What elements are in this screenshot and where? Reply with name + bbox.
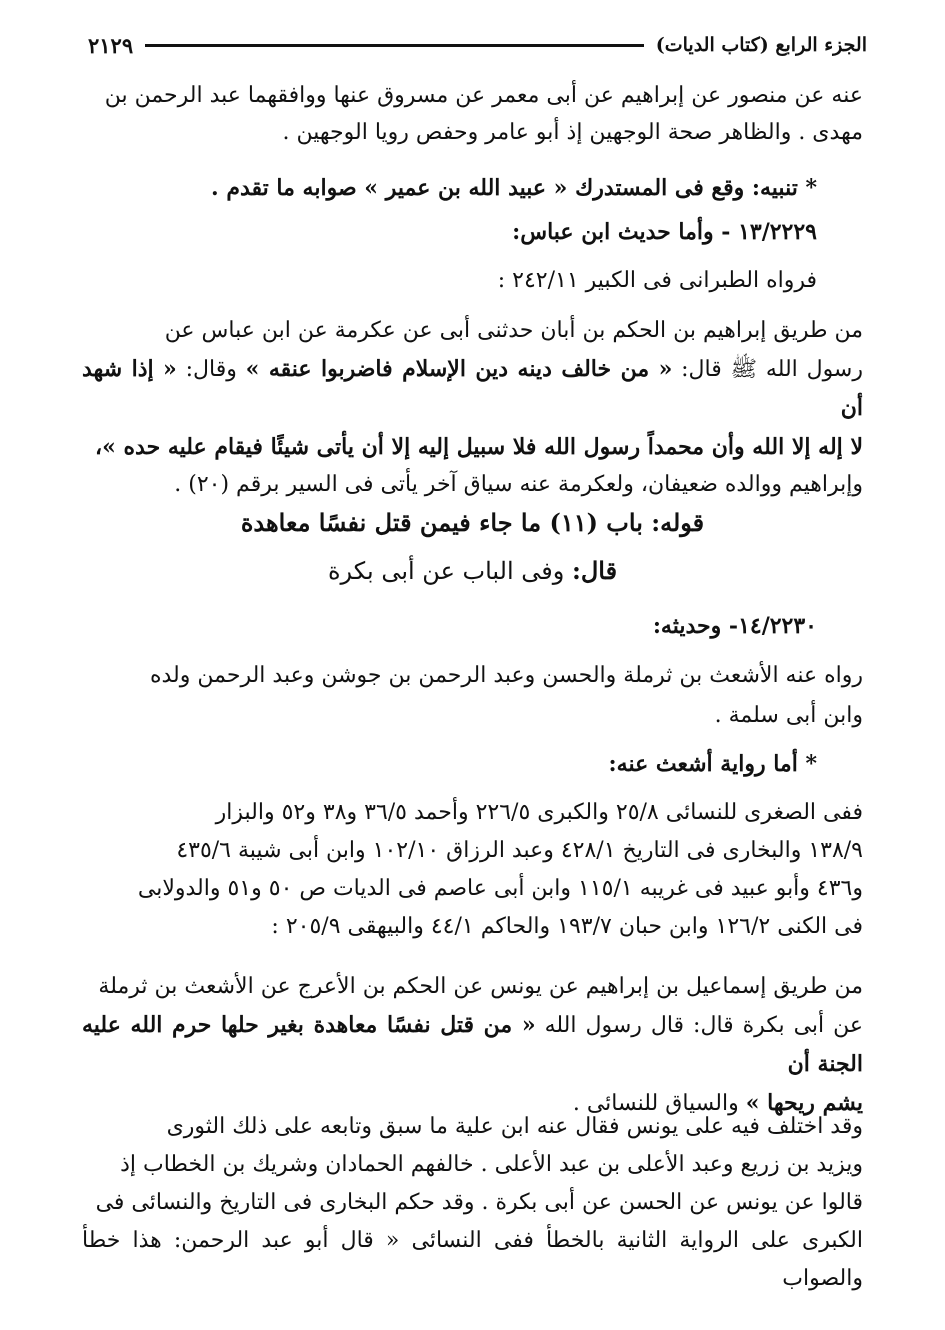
text-line: ويزيد بن زريع وعبد الأعلى بن عبد الأعلى . خالفهم الحمادان وشريك بن الخطاب إذ (120, 1152, 863, 1177)
text-line: من طريق إبراهيم بن الحكم بن أبان حدثنى أبى عن عكرمة عن ابن عباس عن (164, 318, 863, 343)
paragraph-ikhtilaf (82, 1108, 863, 1298)
text-line: وابن أبى سلمة . (714, 703, 863, 728)
text-span: والسياق للنسائى . (572, 1091, 746, 1116)
page-number: ٢١٢٩ (88, 32, 134, 58)
text-line: ١٣٨/٩ والبخارى فى التاريخ ٤٢٨/١ وعبد الرزاق ١٠٢/١٠ وابن أبى شيبة ٤٣٥/٦ (176, 838, 863, 863)
chapter-subtitle-text: وفى الباب عن أبى بكرة (327, 557, 572, 585)
text-line (82, 1006, 863, 1084)
chapter-title: قوله: باب (١١) ما جاء فيمن قتل نفسًا معاهدة (240, 508, 705, 537)
paragraph-references (82, 794, 863, 946)
text-line: ١٣/٢٢٢٩ - وأما حديث ابن عباس: (512, 219, 817, 245)
sub-heading-ashath (82, 746, 817, 783)
hadith-heading-2230 (82, 608, 817, 645)
running-title: الجزء الرابع (كتاب الديات) (655, 34, 867, 56)
text-line: عنه عن منصور عن إبراهيم عن أبى معمر عن مسروق عنها ووافقهما عبد الرحمن بن (104, 83, 863, 108)
text-span: وقال: (176, 357, 246, 382)
source-tabarani (82, 262, 817, 299)
paragraph-continuation (82, 77, 863, 151)
text-span: رسول الله ﷺ قال: (672, 357, 863, 382)
text-line: فى الكنى ١٢٦/٢ وابن حبان ١٩٣/٧ والحاكم ٤٤/١ والبيهقى ٢٠٥/٩ : (271, 914, 863, 939)
text-line: وإبراهيم ووالده ضعيفان، ولعكرمة عنه سياق آخر يأتى فى السير برقم (٢٠) . (174, 472, 863, 497)
qala-label: قال: (571, 556, 618, 585)
header-rule (145, 44, 644, 47)
hadith-quote: « إذا شهد أن (82, 356, 863, 421)
text-line: مهدى . والظاهر صحة الوجهين إذ أبو عامر وحفص رويا الوجهين . (282, 120, 863, 145)
text-line: الكبرى على الرواية الثانية بالخطأ ففى النسائى « قال أبو عبد الرحمن: هذا خطأ والصواب (82, 1228, 863, 1291)
hadith-quote: يشم ريحها » (745, 1090, 863, 1116)
hadith-quote: « من قتل نفسًا معاهدة بغير حلها حرم الله عليه الجنة أن (82, 1012, 863, 1077)
text-line: ففى الصغرى للنسائى ٢٥/٨ والكبرى ٢٢٦/٥ وأحمد ٣٦/٥ و٣٨ و٥٢ والبزار (215, 800, 863, 825)
text-line: قالوا عن يونس عن الحسن عن أبى بكرة . وقد حكم البخارى فى التاريخ والنسائى فى (95, 1190, 863, 1215)
text-line: * تنبيه: وقع فى المستدرك « عبيد الله بن عمير » صوابه ما تقدم . (211, 175, 817, 201)
text-line (82, 350, 863, 428)
text-line: من طريق إسماعيل بن إبراهيم عن يونس عن الحكم بن الأعرج عن الأشعث بن ثرملة (98, 974, 863, 999)
paragraph-ibn-abbas (82, 312, 863, 504)
hadith-heading-2229 (82, 214, 817, 251)
hadith-quote: « من خالف دينه دين الإسلام فاضربوا عنقه » (245, 356, 673, 382)
paragraph-isnad (82, 968, 863, 1123)
note-tanbih (82, 170, 817, 207)
text-line: * أما رواية أشعث عنه: (608, 751, 817, 777)
chapter-subtitle (82, 556, 863, 585)
page-header (88, 28, 867, 62)
paragraph-narrators (82, 656, 863, 736)
text-line: ١٤/٢٢٣٠- وحديثه: (652, 613, 817, 639)
text-line: رواه عنه الأشعث بن ثرملة والحسن وعبد الرحمن بن جوشن وعبد الرحمن ولده (149, 663, 863, 688)
text-line: فرواه الطبرانى فى الكبير ٢٤٢/١١ : (497, 268, 817, 293)
text-line: وقد اختلف فيه على يونس فقال عنه ابن علية ما سبق وتابعه على ذلك الثورى (166, 1114, 863, 1139)
text-line: و٤٣٦ وأبو عبيد فى غريبه ١١٥/١ وابن أبى عاصم فى الديات ص ٥٠ و٥١ والدولابى (137, 876, 863, 901)
hadith-quote-line: لا إله إلا الله وأن محمداً رسول الله فلا سبيل إليه إلا أن يأتى شيئًا فيقام عليه حده »، (94, 434, 863, 460)
text-span: عن أبى بكرة قال: قال رسول الله (535, 1013, 863, 1038)
